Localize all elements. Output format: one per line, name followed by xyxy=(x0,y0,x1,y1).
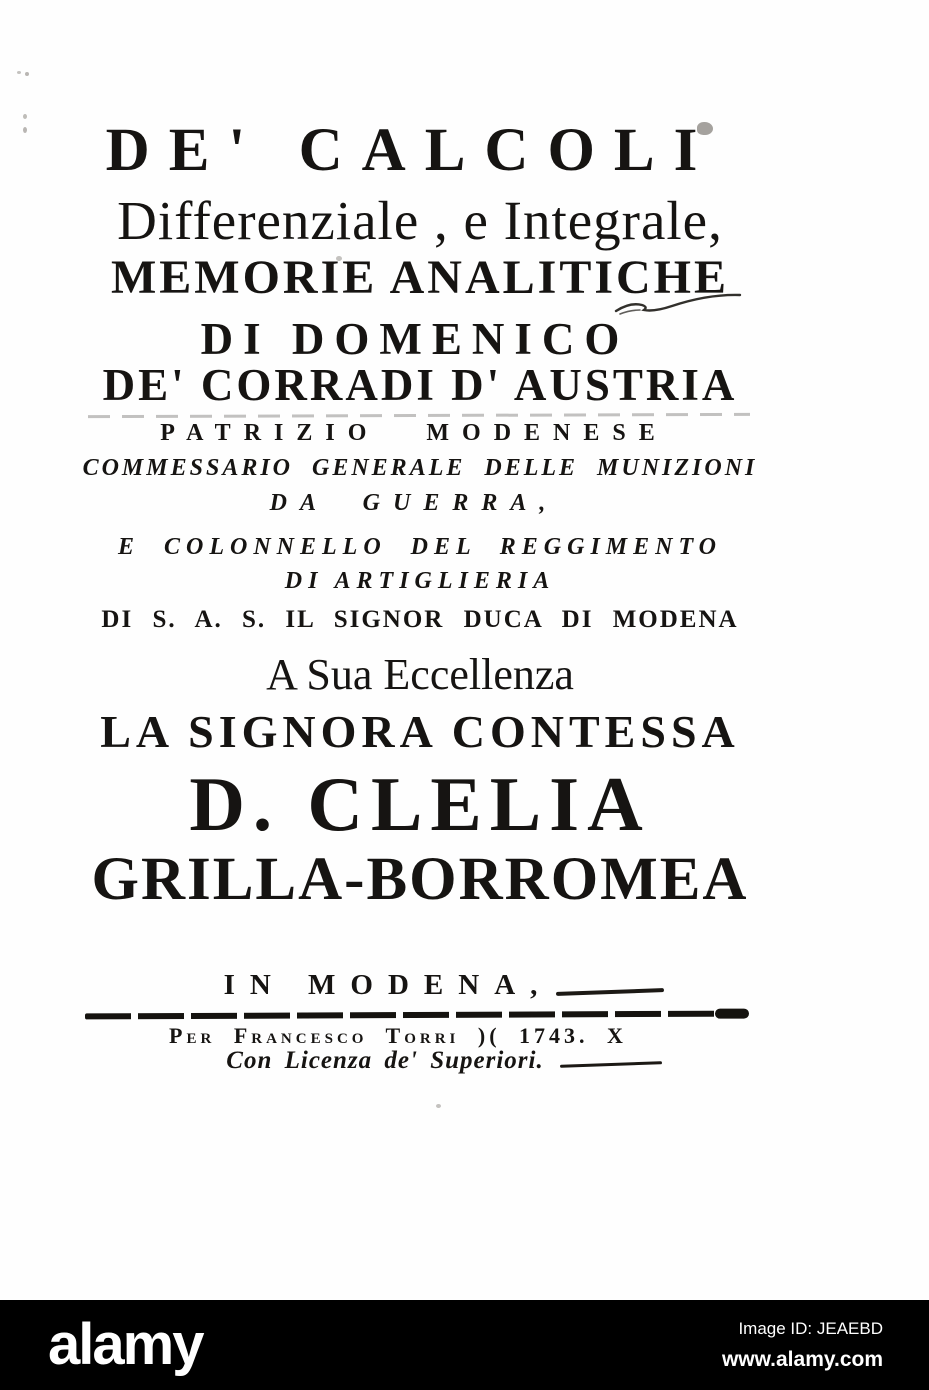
alamy-info-block xyxy=(722,1319,883,1372)
office-line-2: DA GUERRA, xyxy=(269,490,559,516)
imprint-publisher: Per Francesco Torri )( 1743. X xyxy=(169,1023,627,1048)
ink-flourish xyxy=(612,293,744,321)
author-name-line-1: DI DOMENICO xyxy=(200,314,630,364)
author-name-line-2: DE' CORRADI D' AUSTRIA xyxy=(102,360,738,410)
memorie-line: MEMORIE ANALITICHE xyxy=(110,251,730,304)
dedication-intro: A Sua Eccellenza xyxy=(266,650,574,699)
alamy-watermark-bar xyxy=(0,1300,929,1390)
subtitle: Differenziale , e Integrale, xyxy=(117,190,723,251)
office-line-4: DI ARTIGLIERIA xyxy=(284,568,556,594)
office-line-5: DI S. A. S. IL SIGNOR DUCA DI MODENA xyxy=(101,606,739,633)
alamy-logo: alamy xyxy=(48,1312,203,1377)
author-title-line: PATRIZIO MODENESE xyxy=(160,420,668,446)
image-id-label: Image ID: JEAEBD xyxy=(738,1318,883,1338)
dedication-line-2: D. CLELIA xyxy=(189,761,651,847)
dedication-line-1: LA SIGNORA CONTESSA xyxy=(100,706,740,757)
dedication-line-3: GRILLA-BORROMEA xyxy=(91,846,749,913)
office-line-3: E COLONNELLO DEL REGGIMENTO xyxy=(117,534,723,560)
office-line-1: COMMESSARIO GENERALE DELLE MUNIZIONI xyxy=(82,455,758,481)
imprint-place: IN MODENA, xyxy=(223,969,553,1001)
alamy-website-url: www.alamy.com xyxy=(721,1347,883,1371)
main-title: DE' CALCOLI xyxy=(105,117,717,184)
imprint-licence: Con Licenza de' Superiori. xyxy=(226,1047,544,1074)
